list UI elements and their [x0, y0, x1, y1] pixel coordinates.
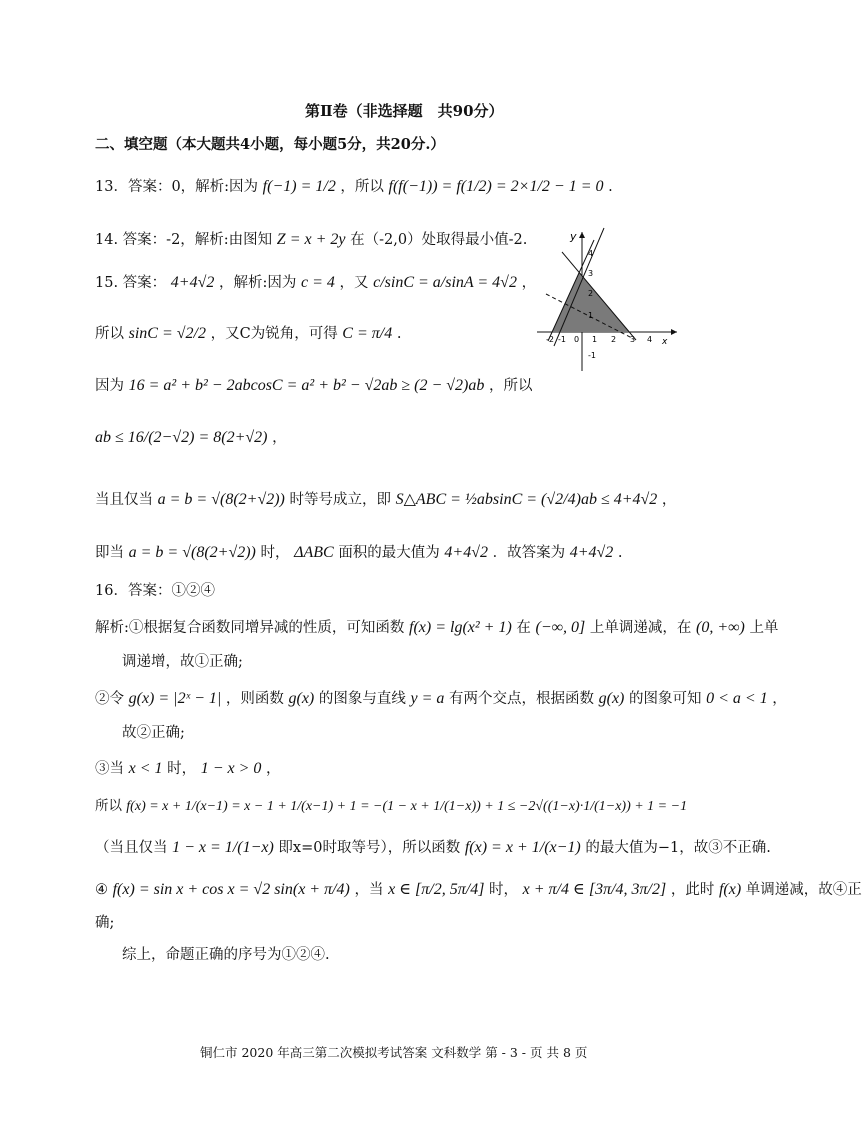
q16-p2-gx2: g(x)	[598, 690, 625, 707]
x-tick-3: 3	[630, 335, 636, 344]
q16-p2-line: y = a	[410, 690, 445, 707]
q16-p3-line3	[95, 838, 771, 857]
q15-l6-mid3: ．故答案为	[492, 545, 566, 561]
q15-line6	[95, 543, 623, 562]
q15-sinC: sinC = √2/2	[128, 325, 206, 342]
q15-text: ，解析:因为	[218, 275, 297, 291]
x-tick-2: 2	[611, 335, 617, 344]
x-tick-1: 1	[592, 335, 598, 344]
q16-p3-line2	[95, 798, 687, 816]
q16-p1-int2: (0, +∞)	[696, 619, 745, 636]
q15-l2-prefix: 所以	[95, 326, 124, 342]
q15-line1	[95, 273, 536, 292]
q13-prefix: 13．答案：0，解析:因为	[95, 179, 259, 195]
q16-p1	[95, 618, 778, 637]
q16-p2-b: ，则函数	[225, 691, 284, 707]
q15-cosine-law: 16 = a² + b² − 2abcosC = a² + b² − √2ab ≥ (2 − √2)ab	[128, 377, 485, 394]
q15-l5-end: ，	[661, 492, 677, 508]
q15-l6-prefix: 即当	[95, 545, 124, 561]
q13-mid: ，所以	[340, 179, 384, 195]
q15-line5	[95, 490, 676, 509]
q16-p1-a: 解析:①根据复合函数同增异减的性质，可知函数	[95, 620, 405, 636]
q15-line3	[95, 376, 532, 395]
q15-l6-end: .	[617, 545, 623, 561]
q15-c-value: c = 4	[300, 274, 335, 291]
q16-p3-a: ③当	[95, 761, 124, 777]
q15-end: ，	[521, 275, 537, 291]
y-tick-2: 2	[588, 289, 594, 298]
q16-p1-c: 上单调递减，在	[589, 620, 692, 636]
x-tick-neg2: -2	[546, 335, 554, 344]
q15-l3-prefix: 因为	[95, 378, 124, 394]
q14-prefix: 14. 答案：-2，解析:由图知	[95, 232, 273, 248]
q16-p4-f: f(x)	[718, 881, 742, 898]
q15-line4	[95, 428, 287, 447]
y-axis-arrow-icon	[579, 232, 585, 238]
q15-l3-end: ，所以	[488, 378, 533, 394]
q16-p3-l3-c: 的最大值为−1，故③不正确.	[585, 840, 771, 856]
q16-p4-d: ，此时	[670, 882, 715, 898]
q16-p2-gx: g(x)	[288, 690, 315, 707]
q13-expr2: f(f(−1)) = f(1/2) = 2×1/2 − 1 = 0	[388, 178, 604, 195]
q16-p2-d: 有两个交点，根据函数	[449, 691, 594, 707]
q16-p3-l3-a: （当且仅当	[95, 840, 168, 856]
section-header: 二、填空题（本大题共4小题，每小题5分，共20分.）	[95, 136, 445, 153]
q16-p3-l3-expr: 1 − x = 1/(1−x)	[172, 839, 274, 856]
feasible-region-graph	[532, 226, 682, 376]
y-label: y	[570, 230, 577, 243]
q14-line	[95, 230, 527, 249]
q13-end: .	[608, 179, 613, 195]
y-tick-1: 1	[588, 311, 594, 320]
q16-p2-a: ②令	[95, 691, 124, 707]
x-tick-4: 4	[647, 335, 653, 344]
q16-p1-f: f(x) = lg(x² + 1)	[409, 619, 512, 636]
q15-l6-cond: a = b = √(8(2+√2))	[128, 544, 256, 561]
q15-l5-mid: 时等号成立，即	[289, 492, 391, 508]
q15-equality-cond: a = b = √(8(2+√2))	[157, 491, 285, 508]
q15-triangle: ΔABC	[294, 544, 334, 561]
q16-p1-cont: 调递增，故①正确;	[122, 654, 243, 670]
q16-answer: 16．答案：①②④	[95, 583, 215, 599]
q15-l2-end: .	[396, 326, 402, 342]
q16-p2-e: 的图象可知	[628, 691, 702, 707]
q13-expr1: f(−1) = 1/2	[262, 178, 336, 195]
q16-p2-f: ，	[772, 691, 787, 707]
q16-p1-d: 上单	[749, 620, 779, 636]
q15-l2-mid: ，又C为锐角，可得	[210, 326, 338, 342]
y-tick-4: 4	[588, 249, 594, 258]
q16-p3-b: 时，	[167, 761, 197, 777]
y-tick-neg1: -1	[588, 351, 596, 360]
q16-p1-b: 在	[516, 620, 531, 636]
q16-summary: 综上，命题正确的序号为①②④.	[122, 947, 330, 963]
q16-p3-l2-prefix: 所以	[95, 798, 122, 814]
q16-p4-int: x ∈ [π/2, 5π/4]	[388, 881, 485, 898]
q16-p3-cond: x < 1	[128, 760, 163, 777]
q15-l4-end: ，	[272, 430, 287, 446]
q15-l6-ans: 4+4√2	[444, 544, 488, 561]
x-axis-arrow-icon	[671, 329, 677, 335]
q16-p2-g: g(x) = |2ˣ − 1|	[128, 690, 222, 707]
q15-C-value: C = π/4	[342, 325, 393, 342]
q16-p3-l2-expr: f(x) = x + 1/(x−1) = x − 1 + 1/(x−1) + 1 = −(1 − x + 1/(1−x)) + 1 ≤ −2√((1−x)·1/(1−x)) + 1 = −1	[126, 799, 688, 814]
q13-line	[95, 177, 613, 196]
page-title: 第Ⅱ卷（非选择题 共90分）	[305, 102, 504, 120]
x-label: x	[662, 337, 668, 347]
q16-p3-l3-f: f(x) = x + 1/(x−1)	[464, 839, 581, 856]
q15-sine-law: c/sinC = a/sinA = 4√2	[373, 274, 517, 291]
q15-l6-ans2: 4+4√2	[569, 544, 614, 561]
q16-p4-a: ④	[95, 882, 108, 898]
q16-p4-int2: x + π/4 ∈ [3π/4, 3π/2]	[522, 881, 667, 898]
q15-l6-mid2: 面积的最大值为	[338, 545, 440, 561]
q16-p2-cont: 故②正确;	[122, 725, 185, 741]
q16-p3-l3-b: 即x=0时取等号），所以函数	[278, 840, 461, 856]
q15-l5-prefix: 当且仅当	[95, 492, 153, 508]
q15-l6-mid: 时，	[260, 545, 290, 561]
q15-text2: ，又	[339, 275, 369, 291]
q16-p2	[95, 689, 787, 708]
q15-prefix: 15. 答案：	[95, 275, 167, 291]
q15-area-bound: S△ABC = ½absinC = (√2/4)ab ≤ 4+4√2	[395, 491, 658, 508]
q15-line2	[95, 324, 401, 343]
q16-p4-cont: 确;	[95, 915, 115, 931]
q16-p3-c: ，	[266, 761, 281, 777]
q14-suffix: 在（-2,0）处取得最小值-2.	[350, 232, 528, 248]
q16-p3-cond2: 1 − x > 0	[200, 760, 262, 777]
q15-answer: 4+4√2	[170, 274, 215, 291]
q16-p4	[95, 880, 862, 899]
x-tick-0: 0	[574, 335, 580, 344]
q16-p4-expr: f(x) = sin x + cos x = √2 sin(x + π/4)	[112, 881, 350, 898]
q16-p1-int1: (−∞, 0]	[535, 619, 586, 636]
q16-p2-range: 0 < a < 1	[706, 690, 768, 707]
q16-p3	[95, 759, 281, 778]
x-tick-neg1: -1	[558, 335, 566, 344]
q14-expr: Z = x + 2y	[276, 231, 346, 248]
q15-ab-bound: ab ≤ 16/(2−√2) = 8(2+√2)	[95, 429, 268, 446]
page-footer: 铜仁市 2020 年高三第二次模拟考试答案 文科数学 第 - 3 - 页 共 8 页	[200, 1045, 588, 1060]
q16-p2-c: 的图象与直线	[318, 691, 406, 707]
q16-p4-e: 单调递减，故④正	[745, 882, 862, 898]
q16-p4-c: 时，	[489, 882, 519, 898]
q16-p4-b: ，当	[354, 882, 384, 898]
y-tick-3: 3	[588, 269, 594, 278]
